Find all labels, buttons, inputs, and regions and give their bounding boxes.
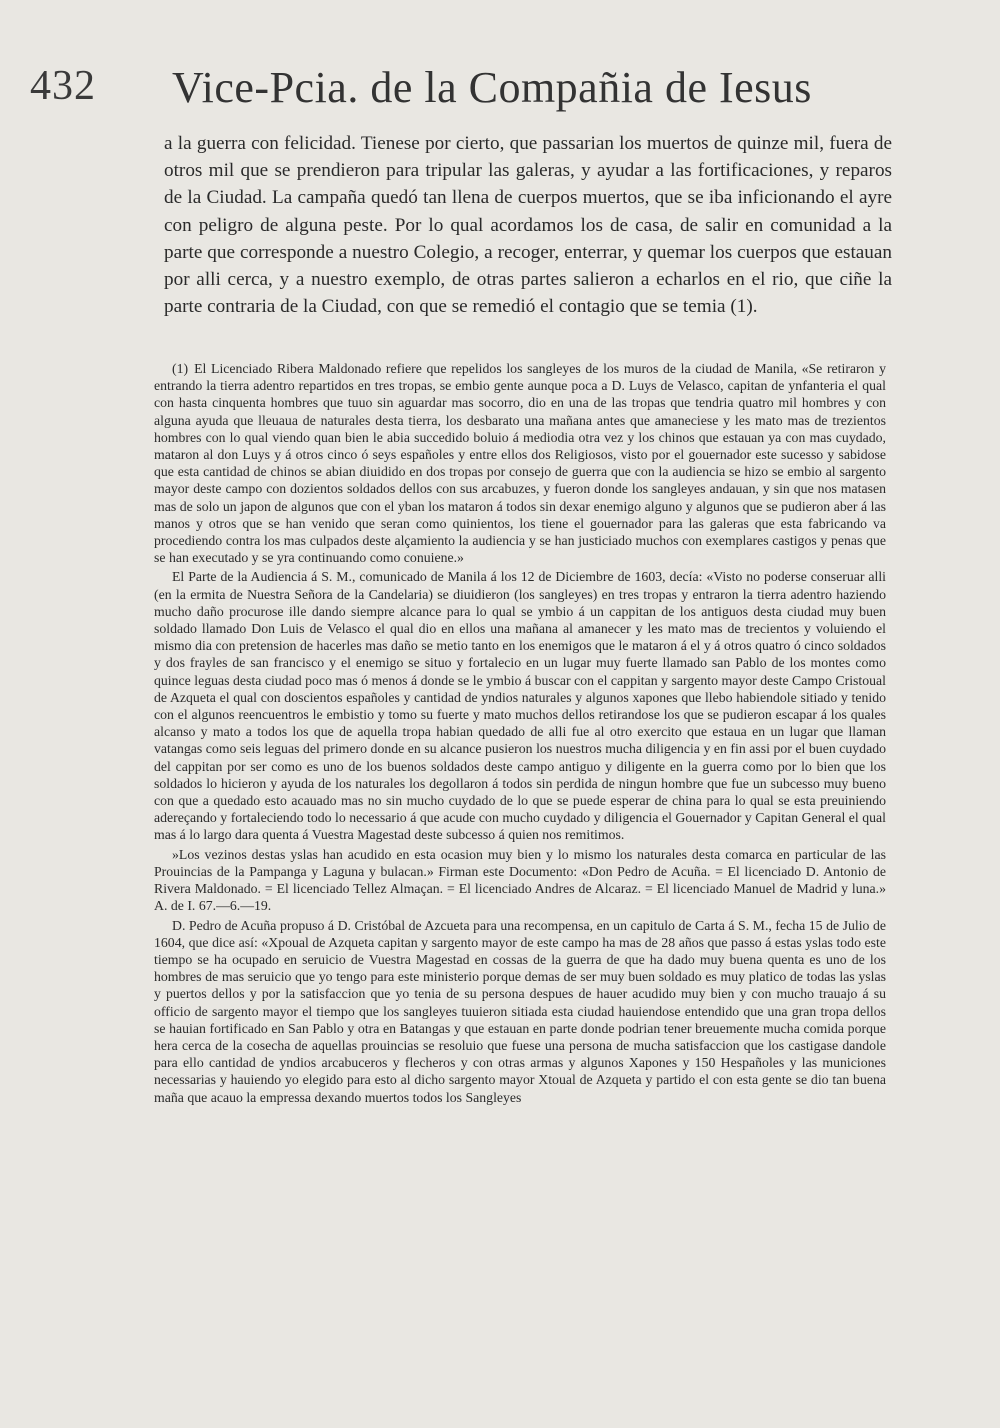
footnote-paragraph: D. Pedro de Acuña propuso á D. Cristóbal de Azcueta para una recompensa, en un capitulo de Carta á S. M., fecha 15 de Julio de 1604, que dice así: «Xpoual de Azqueta capitan y sargento mayor de este campo ha mas de 28 años que passo á estas yslas todo este tiempo se ha ocupado en seruicio de Vuestra Magestad en cossas de la guerra de que ha dado muy buena quenta es uno de los hombres de mas seruicio que yo tengo para este ministerio porque demas de ser muy buen soldado es muy platico de todas las yslas y puertos dellos y por la satisfaccion que yo tenia de su persona despues de hauer acudido muy bien y con mucho trauajo á su officio de sargento mayor el tiempo que los sangleyes tuuieron sitiada esta ciudad hauiendose entendido que una gran tropa dellos se hauian fortificado en San Pablo y otra en Batangas y que estauan en parte donde podrian tener breuemente mucha comida porque hera cerca de la cosecha de aquellas prouincias se resoluio que fuese una persona de mucha satisfaccion que los castigase dandole para ello cantidad de yndios arcabuceros y flecheros y con otras armas y algunos Xapones y 150 Hespañoles y las municiones necessarias y hauiendo yo elegido para esto al dicho sargento mayor Xtoual de Azqueta y partido el con esta gente se dio tan buena maña que acauo la empressa dexando muertos todos los Sangleyes xyxy=(154,917,886,1105)
running-title: Vice-Pcia. de la Compañia de Iesus xyxy=(172,63,812,112)
footnote-text: El Licenciado Ribera Maldonado refiere que repelidos los sangleyes de los muros de la ciudad de Manila, «Se retiraron y entrando la tierra adentro repartidos en tres tropas, se embio gente aunque poca a D. Luys de Velasco, capitan de ynfanteria el qual con hasta cinquenta hombres que tuuo sin aguardar mas socorro, dio en una de las tropas que tendria quatro mil hombres y con alguna ayuda que lleuaua de naturales desta tierra, los desbarato una mañana antes que amaneciese y les mato mas de trezientos hombres con lo qual viendo quan bien le abia succedido boluio á mediodia otra vez y los chinos que estauan ya con mas cuydado, mataron al don Luys y á otros cinco ó seys españoles y entre ellos dos Religiosos, visto por el gouernador este sucesso y sabidose que esta cantidad de chinos se abian diuidido en dos tropas por consejo de guerra que con la audiencia se hizo se embio al sargento mayor deste campo con dozientos soldados dellos con sus arcabuzes, y fueron donde los sangleyes andauan, y sin que nos matasen mas de solo un japon de algunos que con el yban los mataron á todos sin dexar enemigo alguno y algunos que se pudieron aber á las manos y otros que se han venido que seran como quinientos, los tiene el gouernador para las galeras que esta fabricando va procediendo contra los mas culpados deste alçamiento la audiencia y se han justiciado muchos con exemplares castigos y penas que se han executado y se yra continuando como conuiene.» xyxy=(154,361,886,566)
main-text-block xyxy=(164,130,892,320)
footnote-paragraph: El Parte de la Audiencia á S. M., comunicado de Manila á los 12 de Diciembre de 1603, decía: «Visto no poderse conseruar alli (en la ermita de Nuestra Señora de la Candelaria) se diuidieron (los sangleyes) en tres tropas y entraron la tierra adentro haziendo mucho daño procurose ille dando siempre alcance para lo qual se ymbio á un cappitan de los antiguos desta ciudad muy buen soldado llamado Don Luis de Velasco el qual dio en ellos una mañana al amanecer y les mato mas de trecientos y voluiendo el mismo dia con pretension de hacerles mas daño se metio tanto en los enemigos que le mataron á el y á otros quatro ó cinco soldados y dos frayles de san francisco y el enemigo se situo y fortalecio en un lugar muy fuerte llamado san Pablo de los montes como quince leguas desta ciudad poco mas ó menos á donde se le ymbio á buscar con el cappitan y sargento mayor deste Campo Cristoual de Azqueta el qual con doscientos españoles y cantidad de yndios naturales y algunos xapones que llebo habiendole sitiado y tenido con el algunos reencuentros le embistio y tomo su fuerte y mato muchos dellos retirandose los que se pudieron escapar á los quales alcanso y mato a todos los que de aquella tropa habian quedado de alli fue al otro exercito que estaua en un lugar que llaman vatangas como seis leguas del primero donde en su alcance pusieron los nuestros mucha diligencia y en fin assi por el buen cuydado del cappitan por ser como es uno de los buenos soldados deste campo antiguo y diligente en la guerra como por lo bien que los soldados lo hicieron y ayuda de los naturales los degollaron á todos sin perdida de ningun hombre que fue un subcesso muy bueno con que a quedado esto acauado mas no sin mucho cuydado de lo que se puede esperar de china para lo qual se esta preuiniendo adereçando y fortaleciendo todo lo necessario á que acude con mucho cuydado y diligencia el Gouernador y Capitan General el qual mas á lo largo dara quenta á Vuestra Magestad deste subcesso á quien nos remitimos. xyxy=(154,569,886,843)
running-head xyxy=(30,62,900,132)
footnote-paragraph: »Los vezinos destas yslas han acudido en esta ocasion muy bien y lo mismo los naturales desta comarca en particular de las Prouincias de la Pampanga y Laguna y bulacan.» Firman este Documento: «Don Pedro de Acuña. = El licenciado D. Antonio de Rivera Maldonado. = El licenciado Tellez Almaçan. = El licenciado Andres de Alcaraz. = El licenciado Manuel de Madrid y luna.» A. de I. 67.—6.—19. xyxy=(154,846,886,914)
footnote-marker: (1) xyxy=(172,361,189,376)
page-number: 432 xyxy=(30,63,96,109)
footnote-paragraph xyxy=(154,360,886,566)
main-paragraph: a la guerra con felicidad. Tienese por cierto, que passarian los muertos de quinze mil, fuera de otros mil que se prendieron para tripular las galeras, y ayudar a las fortificaciones, y reparos de la Ciudad. La campaña quedó tan llena de cuerpos muertos, que se iba inficionando el ayre con peligro de alguna peste. Por lo qual acordamos los de casa, de salir en comunidad a la parte que corresponde a nuestro Colegio, a recoger, enterrar, y quemar los cuerpos que estauan por alli cerca, y a nuestro exemplo, de otras partes salieron a echarlos en el rio, que ciñe la parte contraria de la Ciudad, con que se remedió el contagio que se temia (1). xyxy=(164,133,892,318)
footnotes-block xyxy=(154,360,886,1108)
